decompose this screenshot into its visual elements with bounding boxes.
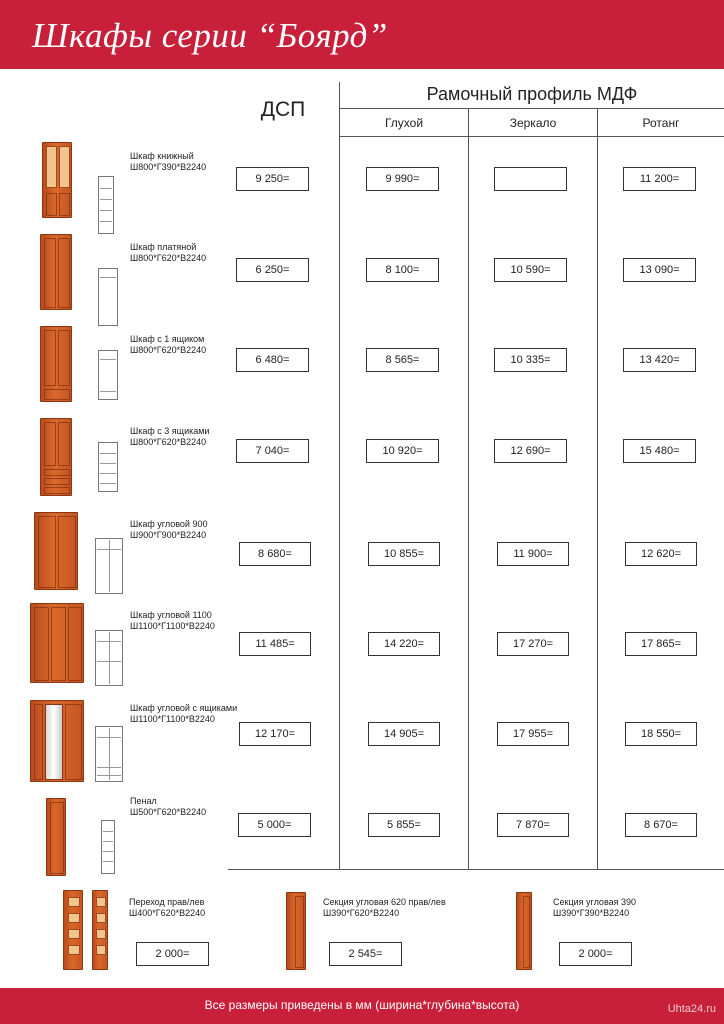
product-label bbox=[130, 610, 215, 632]
product-name: Шкаф угловой с ящиками bbox=[130, 703, 238, 713]
table-divider bbox=[339, 136, 724, 137]
product-label bbox=[130, 334, 206, 356]
column-header-mdf: Рамочный профиль МДФ bbox=[426, 84, 638, 104]
product-image bbox=[286, 892, 306, 970]
price-dsp: 8 680= bbox=[239, 542, 311, 566]
product-sketch bbox=[95, 630, 123, 686]
price-rotang: 8 670= bbox=[625, 813, 697, 837]
product-image bbox=[42, 142, 72, 218]
price-dsp: 6 250= bbox=[236, 258, 309, 282]
price-zerkalo: 17 955= bbox=[497, 722, 569, 746]
product-image bbox=[34, 512, 78, 590]
product-label bbox=[130, 426, 209, 448]
product-name: Шкаф угловой 1100 bbox=[130, 610, 212, 620]
table-divider bbox=[468, 109, 469, 870]
product-image bbox=[516, 892, 532, 970]
price-zerkalo: 10 590= bbox=[494, 258, 567, 282]
price-gluhoy: 10 855= bbox=[368, 542, 440, 566]
price-rotang: 13 420= bbox=[623, 348, 696, 372]
header-banner bbox=[0, 0, 724, 69]
product-sketch bbox=[95, 538, 123, 594]
footer-banner bbox=[0, 988, 724, 1024]
product-sketch bbox=[98, 268, 118, 326]
price-gluhoy: 9 990= bbox=[366, 167, 439, 191]
price-zerkalo: 11 900= bbox=[497, 542, 569, 566]
product-image bbox=[40, 234, 72, 310]
column-header-zerkalo: Зеркало bbox=[509, 116, 557, 130]
product-name: Шкаф с 1 ящиком bbox=[130, 334, 205, 344]
table-divider bbox=[339, 82, 340, 870]
product-label bbox=[130, 519, 207, 541]
product-size: Ш1100*Г1100*В2240 bbox=[130, 621, 215, 631]
product-size: Ш900*Г900*В2240 bbox=[130, 530, 207, 540]
price-gluhoy: 8 565= bbox=[366, 348, 439, 372]
product-image bbox=[46, 798, 66, 876]
product-image bbox=[92, 890, 108, 970]
product-size: Ш390*Г390*В2240 bbox=[553, 908, 630, 918]
product-label bbox=[323, 897, 446, 919]
product-sketch bbox=[98, 176, 114, 234]
product-sketch bbox=[95, 726, 123, 782]
price-rotang: 12 620= bbox=[625, 542, 697, 566]
product-image bbox=[63, 890, 83, 970]
price-rotang: 18 550= bbox=[625, 722, 697, 746]
product-size: Ш1100*Г1100*В2240 bbox=[130, 714, 215, 724]
price-gluhoy: 14 220= bbox=[368, 632, 440, 656]
table-divider bbox=[339, 108, 724, 109]
product-name: Шкаф с 3 ящиками bbox=[130, 426, 210, 436]
price-dsp: 6 480= bbox=[236, 348, 309, 372]
product-name: Пенал bbox=[130, 796, 157, 806]
price-dsp: 9 250= bbox=[236, 167, 309, 191]
product-image bbox=[30, 603, 84, 683]
price-extra: 2 000= bbox=[559, 942, 632, 966]
product-image bbox=[40, 326, 72, 402]
product-name: Шкаф платяной bbox=[130, 242, 197, 252]
product-size: Ш390*Г620*В2240 bbox=[323, 908, 400, 918]
product-name: Секция угловая 620 прав/лев bbox=[323, 897, 446, 907]
product-image bbox=[30, 700, 84, 782]
watermark: Uhta24.ru bbox=[667, 1003, 716, 1015]
price-rotang: 15 480= bbox=[623, 439, 696, 463]
price-dsp: 5 000= bbox=[238, 813, 311, 837]
price-zerkalo: 17 270= bbox=[497, 632, 569, 656]
price-dsp: 11 485= bbox=[239, 632, 311, 656]
product-sketch bbox=[101, 820, 115, 874]
product-label bbox=[130, 151, 206, 173]
price-gluhoy: 5 855= bbox=[368, 813, 440, 837]
price-rotang: 11 200= bbox=[623, 167, 696, 191]
price-gluhoy: 14 905= bbox=[368, 722, 440, 746]
product-size: Ш500*Г620*В2240 bbox=[130, 807, 207, 817]
price-extra: 2 545= bbox=[329, 942, 402, 966]
footer-note: Все размеры приведены в мм (ширина*глубина*высота) bbox=[204, 998, 520, 1012]
column-header-gluhoy: Глухой bbox=[384, 116, 424, 130]
price-extra: 2 000= bbox=[136, 942, 209, 966]
table-divider bbox=[228, 869, 724, 870]
product-label bbox=[130, 242, 206, 264]
price-zerkalo: 10 335= bbox=[494, 348, 567, 372]
product-image bbox=[40, 418, 72, 496]
price-zerkalo: 7 870= bbox=[497, 813, 569, 837]
product-label bbox=[129, 897, 205, 919]
price-zerkalo bbox=[494, 167, 567, 191]
product-size: Ш800*Г620*В2240 bbox=[130, 345, 207, 355]
price-gluhoy: 8 100= bbox=[366, 258, 439, 282]
price-zerkalo: 12 690= bbox=[494, 439, 567, 463]
product-name: Переход прав/лев bbox=[129, 897, 205, 907]
price-dsp: 7 040= bbox=[236, 439, 309, 463]
product-size: Ш400*Г620*В2240 bbox=[129, 908, 206, 918]
column-header-dsp: ДСП bbox=[260, 98, 306, 121]
product-size: Ш800*Г620*В2240 bbox=[130, 437, 207, 447]
product-name: Шкаф книжный bbox=[130, 151, 194, 161]
price-rotang: 17 865= bbox=[625, 632, 697, 656]
product-label bbox=[130, 796, 206, 818]
product-sketch bbox=[98, 442, 118, 492]
page-title: Шкафы серии “Боярд” bbox=[32, 16, 388, 55]
product-size: Ш800*Г620*В2240 bbox=[130, 253, 207, 263]
price-rotang: 13 090= bbox=[623, 258, 696, 282]
product-size: Ш800*Г390*В2240 bbox=[130, 162, 207, 172]
table-divider bbox=[597, 109, 598, 870]
price-dsp: 12 170= bbox=[239, 722, 311, 746]
product-name: Шкаф угловой 900 bbox=[130, 519, 208, 529]
price-gluhoy: 10 920= bbox=[366, 439, 439, 463]
product-name: Секция угловая 390 bbox=[553, 897, 637, 907]
product-sketch bbox=[98, 350, 118, 400]
product-label bbox=[130, 703, 237, 725]
product-label bbox=[553, 897, 636, 919]
column-header-rotang: Ротанг bbox=[642, 116, 680, 130]
